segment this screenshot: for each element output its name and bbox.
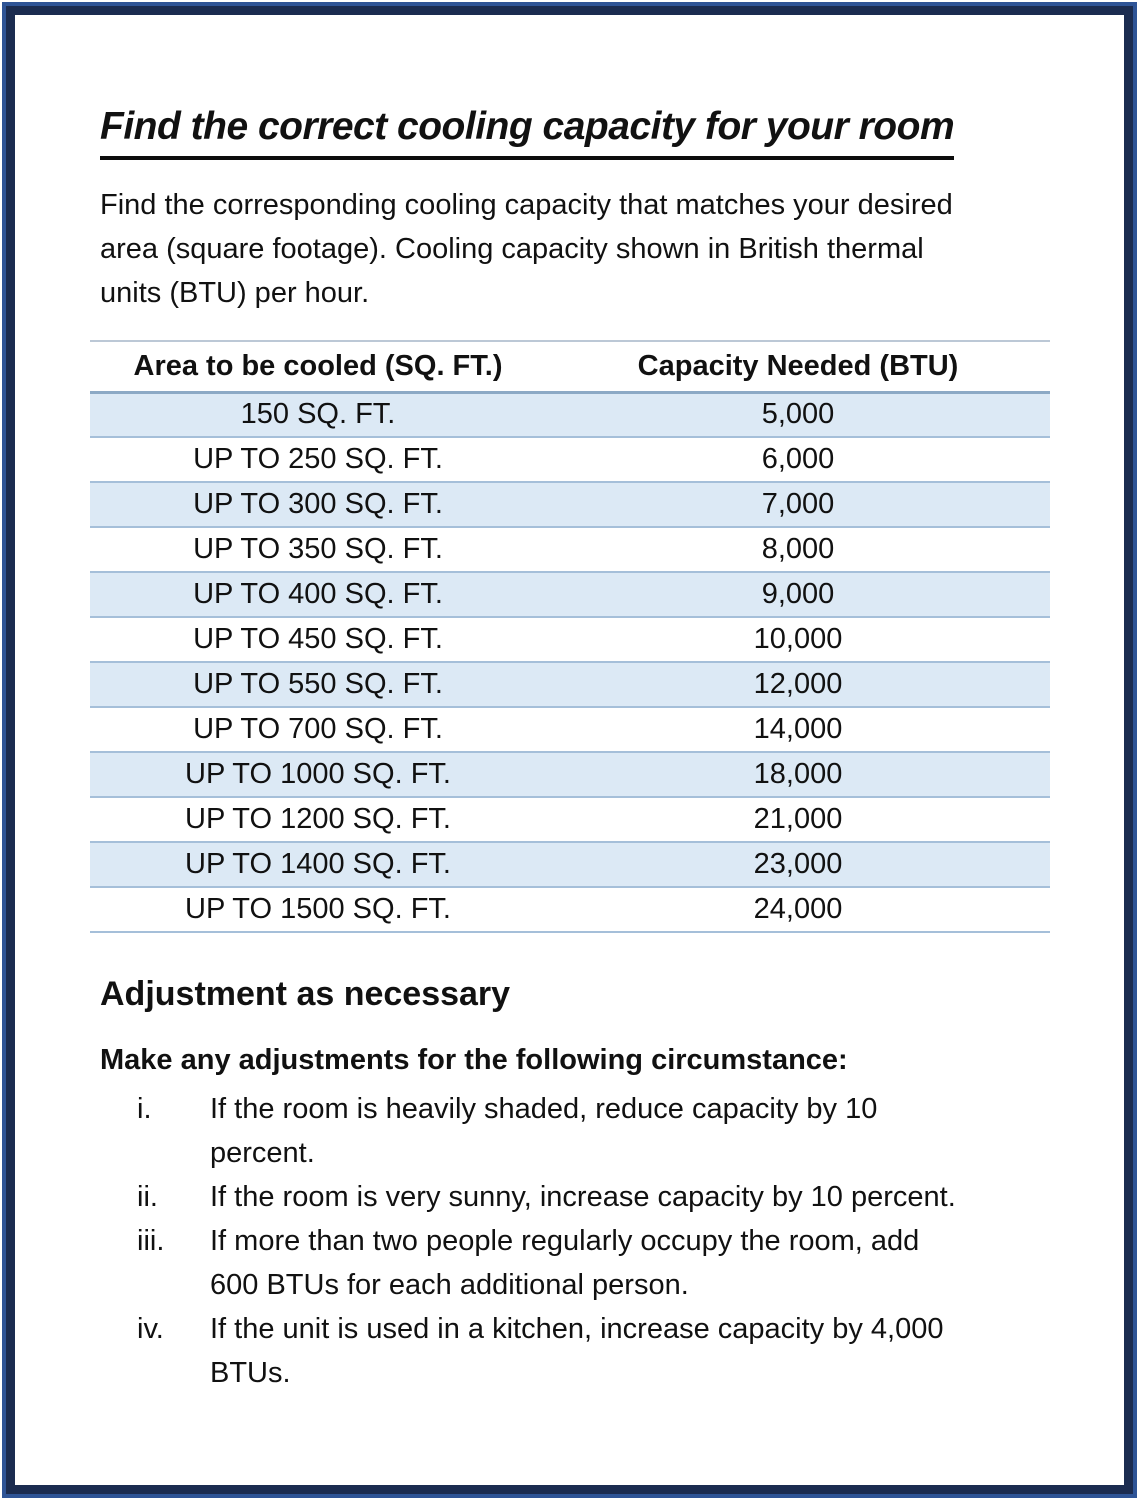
list-marker: ii. bbox=[137, 1181, 158, 1213]
area-cell: UP TO 300 SQ. FT. bbox=[90, 482, 546, 527]
list-item-line: If the room is heavily shaded, reduce capacity by 10 bbox=[210, 1093, 878, 1125]
adjustment-heading: Adjustment as necessary bbox=[100, 975, 511, 1013]
capacity-cell: 7,000 bbox=[546, 482, 1050, 527]
capacity-cell: 24,000 bbox=[546, 887, 1050, 932]
area-cell: UP TO 1400 SQ. FT. bbox=[90, 842, 546, 887]
table-row bbox=[90, 752, 1050, 797]
list-item bbox=[90, 1219, 1050, 1307]
capacity-cell: 12,000 bbox=[546, 662, 1050, 707]
list-item bbox=[90, 1087, 1050, 1175]
capacity-cell: 6,000 bbox=[546, 437, 1050, 482]
page-title-text: Find the correct cooling capacity for your room bbox=[100, 105, 954, 160]
area-cell: UP TO 550 SQ. FT. bbox=[90, 662, 546, 707]
capacity-cell: 14,000 bbox=[546, 707, 1050, 752]
area-cell: UP TO 450 SQ. FT. bbox=[90, 617, 546, 662]
table-row bbox=[90, 842, 1050, 887]
list-item-line: If the unit is used in a kitchen, increase capacity by 4,000 bbox=[210, 1313, 944, 1345]
table-row bbox=[90, 572, 1050, 617]
adjustment-subheading: Make any adjustments for the following circumstance: bbox=[100, 1044, 848, 1076]
intro-line: units (BTU) per hour. bbox=[100, 277, 370, 309]
page-border-frame bbox=[2, 2, 1137, 1498]
area-cell: 150 SQ. FT. bbox=[90, 392, 546, 437]
column-header-area: Area to be cooled (SQ. FT.) bbox=[90, 341, 546, 392]
capacity-cell: 18,000 bbox=[546, 752, 1050, 797]
table-row bbox=[90, 797, 1050, 842]
area-cell: UP TO 1200 SQ. FT. bbox=[90, 797, 546, 842]
column-header-capacity: Capacity Needed (BTU) bbox=[546, 341, 1050, 392]
table-row bbox=[90, 662, 1050, 707]
area-cell: UP TO 700 SQ. FT. bbox=[90, 707, 546, 752]
area-cell: UP TO 400 SQ. FT. bbox=[90, 572, 546, 617]
document-page bbox=[15, 15, 1124, 1485]
list-item-line: If the room is very sunny, increase capacity by 10 percent. bbox=[210, 1181, 956, 1213]
capacity-cell: 23,000 bbox=[546, 842, 1050, 887]
intro-line: Find the corresponding cooling capacity that matches your desired bbox=[100, 189, 953, 221]
area-cell: UP TO 350 SQ. FT. bbox=[90, 527, 546, 572]
table-header-row bbox=[90, 341, 1050, 392]
area-cell: UP TO 1000 SQ. FT. bbox=[90, 752, 546, 797]
table-row bbox=[90, 887, 1050, 932]
list-item-line: percent. bbox=[210, 1137, 315, 1169]
list-marker: iii. bbox=[137, 1225, 165, 1257]
area-cell: UP TO 250 SQ. FT. bbox=[90, 437, 546, 482]
page-border-frame-inner bbox=[6, 6, 1133, 1494]
intro-line: area (square footage). Cooling capacity shown in British thermal bbox=[100, 233, 924, 265]
page-title bbox=[100, 105, 1050, 160]
list-item-line: 600 BTUs for each additional person. bbox=[210, 1269, 689, 1301]
table-row bbox=[90, 437, 1050, 482]
capacity-cell: 10,000 bbox=[546, 617, 1050, 662]
intro-paragraph bbox=[100, 183, 1050, 315]
cooling-capacity-table bbox=[90, 340, 1050, 933]
capacity-cell: 8,000 bbox=[546, 527, 1050, 572]
area-cell: UP TO 1500 SQ. FT. bbox=[90, 887, 546, 932]
list-item-line: If more than two people regularly occupy the room, add bbox=[210, 1225, 920, 1257]
table-row bbox=[90, 617, 1050, 662]
adjustment-list bbox=[90, 1087, 1050, 1395]
list-marker: iv. bbox=[137, 1313, 164, 1345]
table-row bbox=[90, 527, 1050, 572]
capacity-cell: 9,000 bbox=[546, 572, 1050, 617]
list-marker: i. bbox=[137, 1093, 152, 1125]
list-item bbox=[90, 1307, 1050, 1395]
list-item-line: BTUs. bbox=[210, 1357, 291, 1389]
table-row bbox=[90, 392, 1050, 437]
table-row bbox=[90, 707, 1050, 752]
list-item bbox=[90, 1175, 1050, 1219]
capacity-cell: 5,000 bbox=[546, 392, 1050, 437]
capacity-cell: 21,000 bbox=[546, 797, 1050, 842]
table-row bbox=[90, 482, 1050, 527]
